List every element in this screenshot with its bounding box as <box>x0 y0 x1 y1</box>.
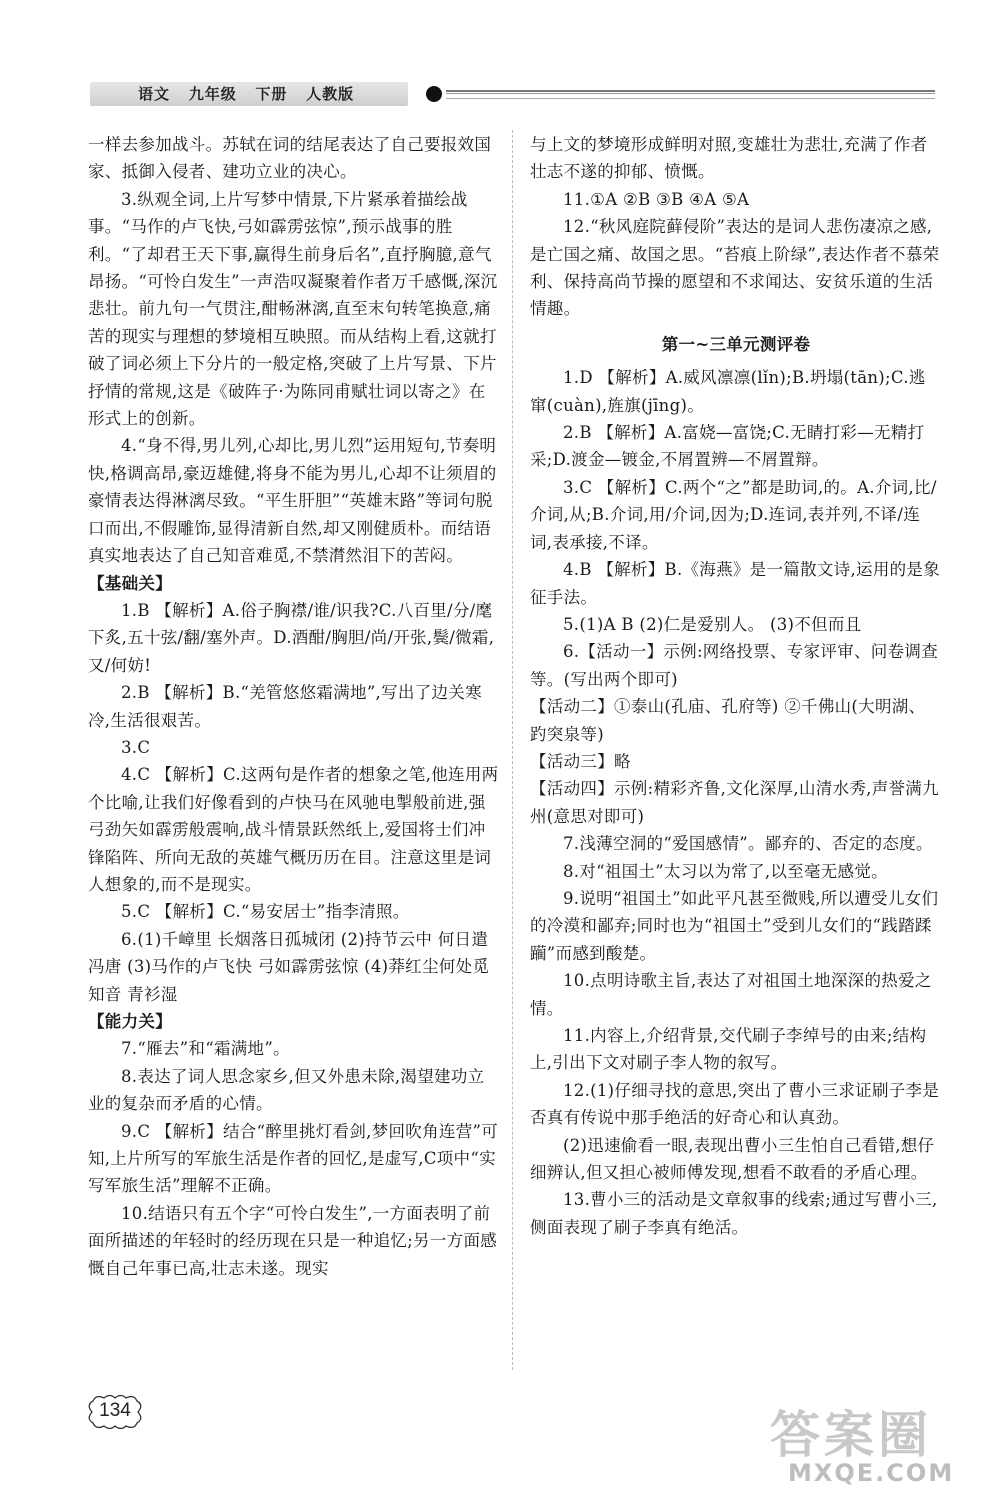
paragraph: 一样去参加战斗。苏轼在词的结尾表达了自己要报效国家、抵御入侵者、建功立业的决心。 <box>88 135 492 182</box>
right-column <box>530 131 942 1241</box>
answer-item: 1.B 【解析】A.俗子胸襟/谁/识我?C.八百里/分/麾下炙,五十弦/翻/塞外声。D.酒酣/胸胆/尚/开张,鬓/微霜,又/何妨! <box>88 600 495 675</box>
answer-item: 13.曹小三的活动是文章叙事的线索;通过写曹小三,侧面表现了刷子李真有绝活。 <box>530 1190 938 1237</box>
watermark-url: MXQE.COM <box>788 1459 955 1487</box>
header-rule <box>446 90 935 94</box>
answer-item: 11.①A ②B ③B ④A ⑤A <box>563 189 750 209</box>
answer-item: 4.C 【解析】C.这两句是作者的想象之笔,他连用两个比喻,让我们好像看到的卢快马在风驰电掣般前进,强弓劲矢如霹雳般震响,战斗情景跃然纸上,爱国将士们冲锋陷阵、所向无敌的英雄气概历历在目。注意这里是词人想象的,而不是现实。 <box>88 765 499 894</box>
watermark-main: 答案圈 <box>770 1406 932 1464</box>
answer-item: (2)迅速偷看一眼,表现出曹小三生怕自己看错,想仔细辨认,但又担心被师傅发现,想看不敢看的矛盾心理。 <box>530 1135 935 1183</box>
running-header <box>90 80 935 108</box>
column-divider <box>512 130 513 1370</box>
answer-item: 4.B 【解析】B.《海燕》是一篇散文诗,运用的是象征手法。 <box>530 560 941 607</box>
header-rule-thin <box>446 98 935 100</box>
answer-item: 2.B 【解析】B.“羌管悠悠霜满地”,写出了边关寒冷,生活很艰苦。 <box>88 683 482 730</box>
answer-item: 【活动三】略 <box>530 751 631 771</box>
answer-item: 7.“雁去”和“霜满地”。 <box>121 1039 290 1059</box>
answer-item: 11.内容上,介绍背景,交代刷子李绰号的由来;结构上,引出下文对刷子李人物的叙写。 <box>530 1026 927 1073</box>
answer-item: 9.C 【解析】结合“醉里挑灯看剑,梦回吹角连营”可知,上片所写的军旅生活是作者的回忆,是虚写,C项中“实写军旅生活”理解不正确。 <box>88 1121 499 1196</box>
answer-item: 10.点明诗歌主旨,表达了对祖国土地深深的热爱之情。 <box>530 971 932 1018</box>
answer-item: 8.对“祖国土”太习以为常了,以至毫无感觉。 <box>563 861 888 881</box>
answer-item: 6.(1)千嶂里 长烟落日孤城闭 (2)持节云中 何日遣冯唐 (3)马作的卢飞快 弓如霹雳弦惊 (4)莽红尘何处觅知音 青衫湿 <box>88 929 490 1004</box>
answer-item: 6.【活动一】示例:网络投票、专家评审、问卷调查等。(写出两个即可) <box>530 642 939 689</box>
answer-item: 3.C 【解析】C.两个“之”都是助词,的。A.介词,比/介词,从;B.介词,用/介词,因为;D.连词,表并列,不译/连词,表承接,不译。 <box>530 477 937 552</box>
header-volume: 下册 <box>255 85 288 103</box>
header-tag <box>90 82 408 106</box>
answer-item: 12.(1)仔细寻找的意思,突出了曹小三求证刷子李是否真有传说中那手绝活的好奇心和认真劲。 <box>530 1080 940 1128</box>
paragraph: 4.“身不得,男儿列,心却比,男儿烈”运用短句,节奏明快,格调高昂,豪迈雄健,将身不能为男儿,心却不让须眉的豪情表达得淋漓尽致。“平生肝胆”“英雄末路”等词句脱口而出,不假雕饰,显得清新自然,却又刚健质朴。而结语真实地表达了自己知音难觅,不禁潸然泪下的苦闷。 <box>88 436 497 566</box>
answer-item: 9.说明“祖国土”如此平凡甚至微贱,所以遭受儿女们的冷漠和鄙弃;同时也为“祖国土”受到儿女们的“践踏蹂躏”而感到酸楚。 <box>530 888 939 963</box>
answer-item: 3.C <box>121 737 151 757</box>
answer-item: 8.表达了词人思念家乡,但又外患未除,渴望建功立业的复杂而矛盾的心情。 <box>88 1066 485 1114</box>
answer-item: 【活动四】示例:精彩齐鲁,文化深厚,山清水秀,声誉满九州(意思对即可) <box>530 779 939 826</box>
answer-item: 12.“秋风庭院藓侵阶”表达的是词人悲伤凄凉之感,是亡国之痛、故国之思。“苔痕上阶绿”,表达作者不慕荣利、保持高尚节操的愿望和不求闻达、安贫乐道的生活情趣。 <box>530 217 940 319</box>
header-dot <box>426 86 442 102</box>
answer-item: 5.(1)A B (2)仁是爱别人。 (3)不但而且 <box>563 614 862 634</box>
answer-item: 1.D 【解析】A.威风凛凛(lǐn);B.坍塌(tān);C.逃窜(cuàn),旌旗(jīng)。 <box>530 368 926 415</box>
section-heading: 【基础关】 <box>88 573 172 593</box>
header-edition: 人教版 <box>306 85 355 103</box>
unit-test-title: 第一~三单元测评卷 <box>661 334 811 354</box>
answer-item: 【活动二】①泰山(孔庙、孔府等) ②千佛山(大明湖、趵突泉等) <box>530 697 926 744</box>
header-subject: 语文 <box>138 85 171 103</box>
answer-item: 10.结语只有五个字“可怜白发生”,一方面表明了前面所描述的年轻时的经历现在只是一种追忆;另一方面感慨自己年事已高,壮志未遂。现实 <box>88 1203 498 1278</box>
left-column <box>88 131 500 1282</box>
answer-item: 2.B 【解析】A.富娆—富饶;C.无睛打彩—无精打采;D.渡金—镀金,不屑置辨—不屑置辩。 <box>530 423 925 470</box>
header-grade: 九年级 <box>188 85 237 103</box>
answer-item: 5.C 【解析】C.“易安居士”指李清照。 <box>121 902 410 922</box>
section-heading: 【能力关】 <box>88 1012 172 1031</box>
paragraph: 与上文的梦境形成鲜明对照,变雄壮为悲壮,充满了作者壮志不遂的抑郁、愤慨。 <box>530 135 928 182</box>
answer-item: 7.浅薄空洞的“爱国感情”。鄙弃的、否定的态度。 <box>563 834 933 854</box>
page-number: 134 <box>99 1400 131 1421</box>
paragraph: 3.纵观全词,上片写梦中情景,下片紧承着描绘战事。“马作的卢飞快,弓如霹雳弦惊”,预示战事的胜利。“了却君王天下事,赢得生前身后名”,直抒胸臆,意气昂扬。“可怜白发生”一声浩叹凝聚着作者万千感慨,深沉悲壮。前九句一气贯注,酣畅淋漓,直至末句转笔换意,痛苦的现实与理想的梦境相互映照。而从结构上看,这就打破了词必须上下分片的一般定格,突破了上片写景、下片抒情的常规,这是《破阵子·为陈同甫赋壮词以寄之》在形式上的创新。 <box>88 189 498 429</box>
page-number-badge <box>84 1393 146 1431</box>
site-watermark <box>770 1395 990 1490</box>
